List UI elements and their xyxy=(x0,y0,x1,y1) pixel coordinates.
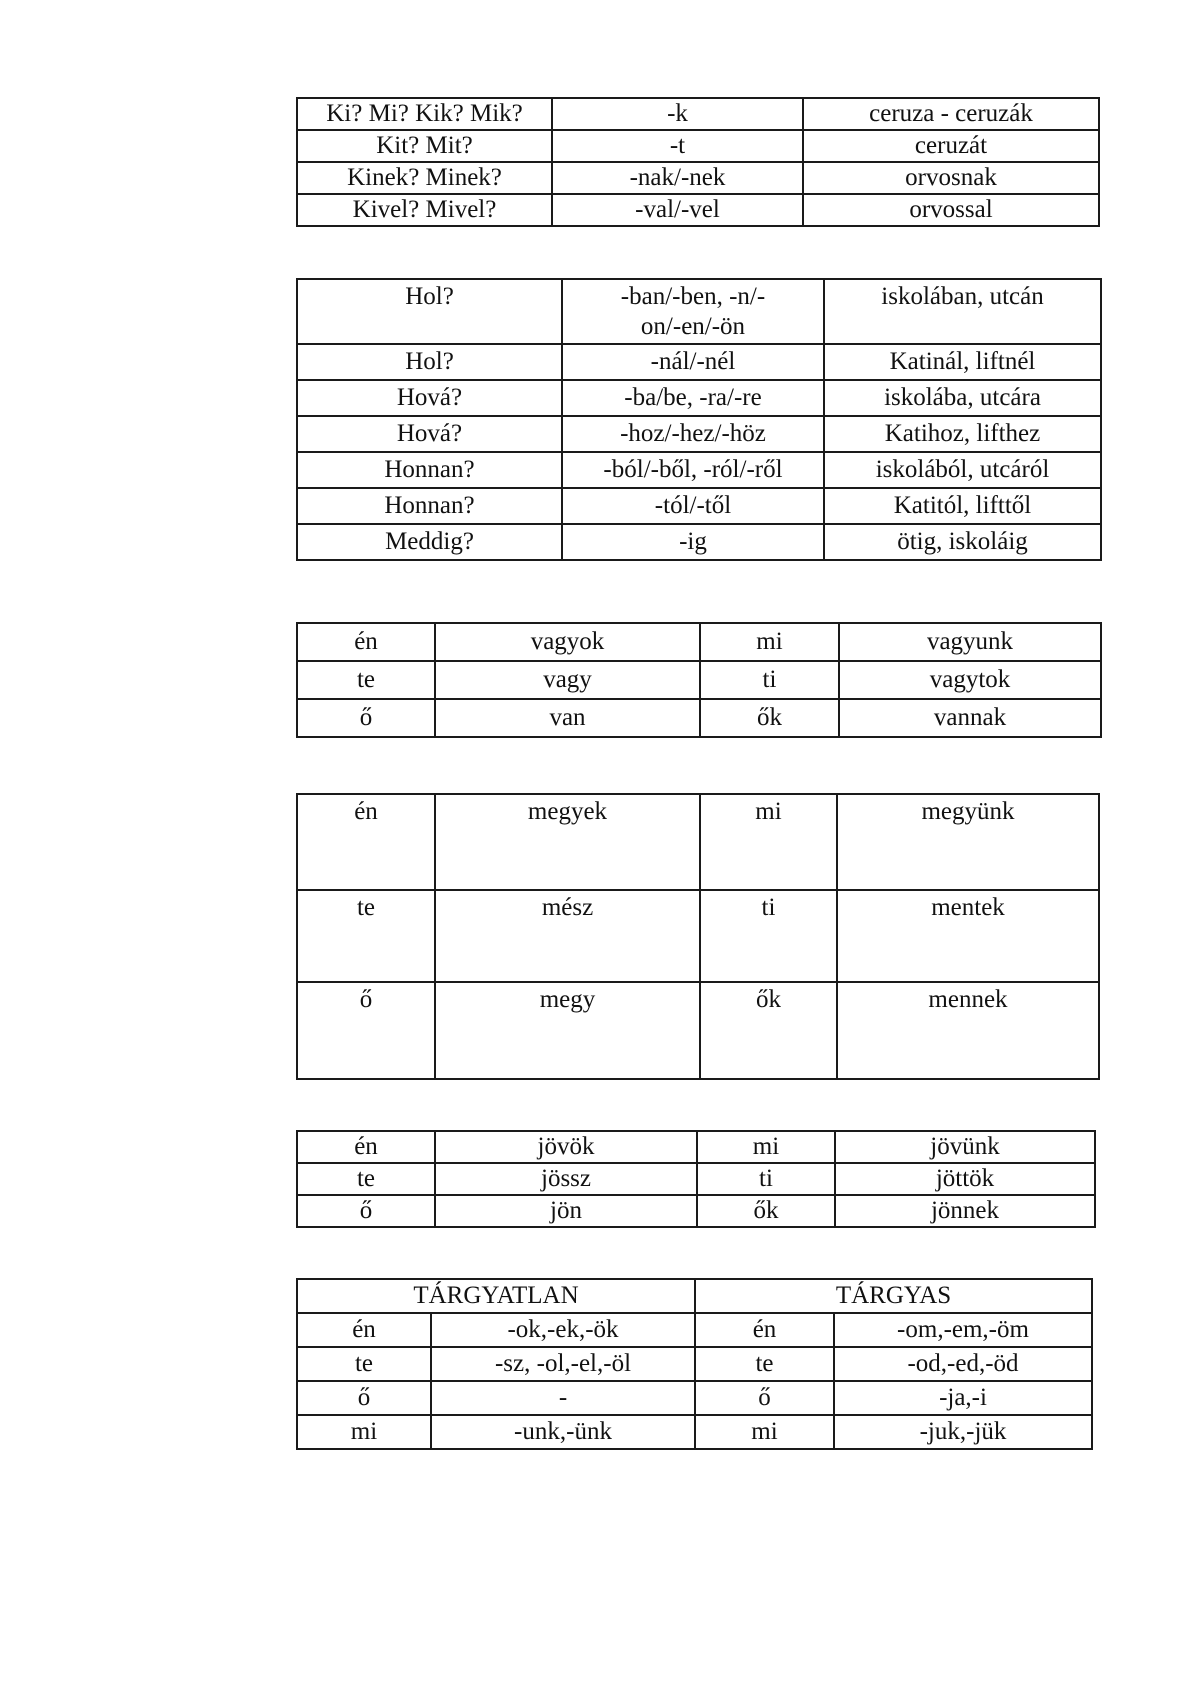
question-cell: Kivel? Mivel? xyxy=(297,194,552,226)
question-cell: Hová? xyxy=(297,380,562,416)
pronoun-cell: ti xyxy=(700,890,837,982)
table-row xyxy=(297,130,1099,162)
table-row xyxy=(297,794,1099,890)
example-cell: ötig, iskoláig xyxy=(824,524,1101,560)
table-row xyxy=(297,890,1099,982)
header-targyatlan: TÁRGYATLAN xyxy=(297,1279,695,1313)
suffix-cell: -nál/-nél xyxy=(562,344,824,380)
header-row xyxy=(297,1279,1092,1313)
table-row xyxy=(297,1163,1095,1195)
table-row xyxy=(297,452,1101,488)
suffix-cell: -ból/-ből, -ról/-ről xyxy=(562,452,824,488)
verb-form-cell: mennek xyxy=(837,982,1099,1079)
pronoun-cell: te xyxy=(297,661,435,699)
example-cell: iskolából, utcáról xyxy=(824,452,1101,488)
ending-cell: -ja,-i xyxy=(834,1381,1092,1415)
ending-cell: -unk,-ünk xyxy=(431,1415,695,1449)
example-cell: ceruzát xyxy=(803,130,1099,162)
table-row xyxy=(297,1131,1095,1163)
verb-form-cell: vagy xyxy=(435,661,700,699)
table-row xyxy=(297,1415,1092,1449)
table-row xyxy=(297,1381,1092,1415)
place-suffix-table xyxy=(296,278,1102,561)
table-row xyxy=(297,98,1099,130)
verb-form-cell: jönnek xyxy=(835,1195,1095,1227)
ending-cell: -sz, -ol,-el,-öl xyxy=(431,1347,695,1381)
pronoun-cell: mi xyxy=(700,794,837,890)
ending-cell: - xyxy=(431,1381,695,1415)
ending-cell: -od,-ed,-öd xyxy=(834,1347,1092,1381)
verb-form-cell: vagyunk xyxy=(839,623,1101,661)
pronoun-cell: én xyxy=(297,623,435,661)
table-row xyxy=(297,524,1101,560)
suffix-cell: -t xyxy=(552,130,803,162)
pronoun-cell: mi xyxy=(697,1131,835,1163)
suffix-cell: -nak/-nek xyxy=(552,162,803,194)
pronoun-cell: ti xyxy=(700,661,839,699)
table-row xyxy=(297,194,1099,226)
pronoun-cell: mi xyxy=(695,1415,834,1449)
table-row xyxy=(297,162,1099,194)
verb-form-cell: vagytok xyxy=(839,661,1101,699)
pronoun-cell: én xyxy=(297,1131,435,1163)
example-cell: iskolába, utcára xyxy=(824,380,1101,416)
pronoun-cell: én xyxy=(297,1313,431,1347)
question-cell: Kit? Mit? xyxy=(297,130,552,162)
verb-form-cell: megy xyxy=(435,982,700,1079)
verb-form-cell: van xyxy=(435,699,700,737)
question-cell: Honnan? xyxy=(297,488,562,524)
question-cell: Hol? xyxy=(297,344,562,380)
table-row xyxy=(297,380,1101,416)
verb-menni-table xyxy=(296,793,1100,1080)
suffix-cell: -hoz/-hez/-höz xyxy=(562,416,824,452)
table-row xyxy=(297,1347,1092,1381)
verb-form-cell: mész xyxy=(435,890,700,982)
ending-cell: -juk,-jük xyxy=(834,1415,1092,1449)
example-cell: orvossal xyxy=(803,194,1099,226)
pronoun-cell: ő xyxy=(297,982,435,1079)
question-cell: Ki? Mi? Kik? Mik? xyxy=(297,98,552,130)
pronoun-cell: ők xyxy=(700,982,837,1079)
verb-form-cell: jövünk xyxy=(835,1131,1095,1163)
pronoun-cell: te xyxy=(695,1347,834,1381)
verb-form-cell: vagyok xyxy=(435,623,700,661)
pronoun-cell: ő xyxy=(297,1381,431,1415)
pronoun-cell: ő xyxy=(695,1381,834,1415)
table-row xyxy=(297,661,1101,699)
pronoun-cell: ti xyxy=(697,1163,835,1195)
pronoun-cell: én xyxy=(297,794,435,890)
example-cell: ceruza - ceruzák xyxy=(803,98,1099,130)
conjugation-endings-table xyxy=(296,1278,1093,1450)
table-row xyxy=(297,1195,1095,1227)
suffix-cell: -ban/-ben, -n/-on/-en/-ön xyxy=(562,279,824,344)
pronoun-cell: te xyxy=(297,890,435,982)
verb-form-cell: jön xyxy=(435,1195,697,1227)
pronoun-cell: ő xyxy=(297,699,435,737)
suffix-cell: -ba/be, -ra/-re xyxy=(562,380,824,416)
table-row xyxy=(297,1313,1092,1347)
verb-form-cell: vannak xyxy=(839,699,1101,737)
pronoun-cell: mi xyxy=(297,1415,431,1449)
pronoun-cell: mi xyxy=(700,623,839,661)
verb-form-cell: jövök xyxy=(435,1131,697,1163)
pronoun-cell: én xyxy=(695,1313,834,1347)
verb-lenni-table xyxy=(296,622,1102,738)
question-cell: Meddig? xyxy=(297,524,562,560)
table-row xyxy=(297,279,1101,344)
table-row xyxy=(297,488,1101,524)
pronoun-cell: te xyxy=(297,1163,435,1195)
pronoun-cell: ő xyxy=(297,1195,435,1227)
table-row xyxy=(297,623,1101,661)
suffix-cell: -ig xyxy=(562,524,824,560)
table-row xyxy=(297,982,1099,1079)
question-cell: Hová? xyxy=(297,416,562,452)
example-cell: orvosnak xyxy=(803,162,1099,194)
table-row xyxy=(297,699,1101,737)
table-row xyxy=(297,344,1101,380)
table-row xyxy=(297,416,1101,452)
suffix-cell: -val/-vel xyxy=(552,194,803,226)
example-cell: Katihoz, lifthez xyxy=(824,416,1101,452)
pronoun-cell: te xyxy=(297,1347,431,1381)
verb-form-cell: megyünk xyxy=(837,794,1099,890)
suffix-cell: -k xyxy=(552,98,803,130)
ending-cell: -ok,-ek,-ök xyxy=(431,1313,695,1347)
verb-form-cell: jöttök xyxy=(835,1163,1095,1195)
example-cell: Katitól, lifttől xyxy=(824,488,1101,524)
header-targyas: TÁRGYAS xyxy=(695,1279,1092,1313)
verb-form-cell: jössz xyxy=(435,1163,697,1195)
ending-cell: -om,-em,-öm xyxy=(834,1313,1092,1347)
pronoun-cell: ők xyxy=(697,1195,835,1227)
question-cell: Honnan? xyxy=(297,452,562,488)
question-cell: Hol? xyxy=(297,279,562,344)
example-cell: iskolában, utcán xyxy=(824,279,1101,344)
question-suffix-table xyxy=(296,97,1100,227)
example-cell: Katinál, liftnél xyxy=(824,344,1101,380)
suffix-cell: -tól/-től xyxy=(562,488,824,524)
question-cell: Kinek? Minek? xyxy=(297,162,552,194)
verb-form-cell: mentek xyxy=(837,890,1099,982)
verb-form-cell: megyek xyxy=(435,794,700,890)
pronoun-cell: ők xyxy=(700,699,839,737)
verb-jonni-table xyxy=(296,1130,1096,1228)
